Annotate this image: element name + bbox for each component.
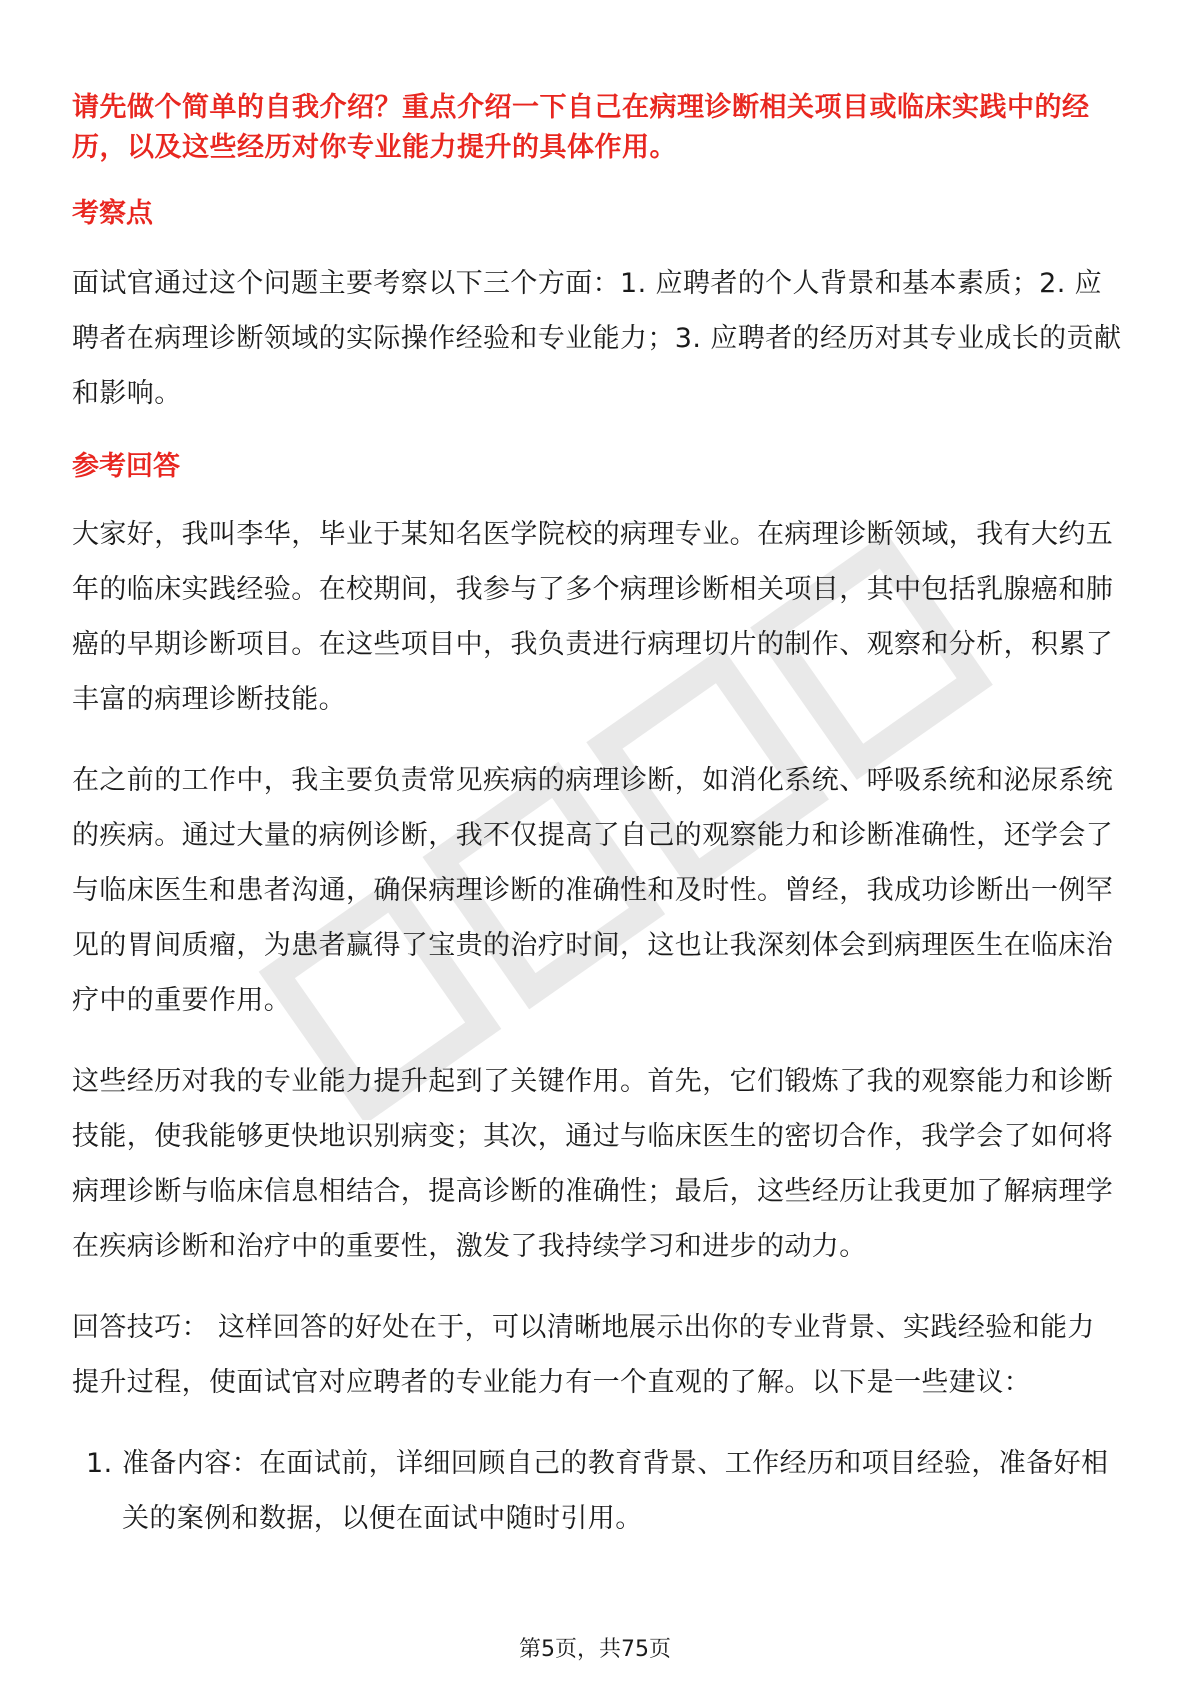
content-area [72,88,1122,1546]
question-heading: 请先做个简单的自我介绍？重点介绍一下自己在病理诊断相关项目或临床实践中的经历，以及这些经历对你专业能力提升的具体作用。 [72,92,1090,163]
exam-points-title: 考察点 [72,198,153,229]
tips-list [72,1436,1122,1546]
reference-paragraph: 这些经历对我的专业能力提升起到了关键作用。首先，它们锻炼了我的观察能力和诊断技能，使我能够更快地识别病变；其次，通过与临床医生的密切合作，我学会了如何将病理诊断与临床信息相结合，提高诊断的准确性；最后，这些经历让我更加了解病理学在疾病诊断和治疗中的重要性，激发了我持续学习和进步的动力。 [72,1066,1114,1262]
reference-paragraph: 在之前的工作中，我主要负责常见疾病的病理诊断，如消化系统、呼吸系统和泌尿系统的疾病。通过大量的病例诊断，我不仅提高了自己的观察能力和诊断准确性，还学会了与临床医生和患者沟通，确保病理诊断的准确性和及时性。曾经，我成功诊断出一例罕见的胃间质瘤，为患者赢得了宝贵的治疗时间，这也让我深刻体会到病理医生在临床治疗中的重要作用。 [72,765,1114,1016]
exam-points-text: 面试官通过这个问题主要考察以下三个方面：1. 应聘者的个人背景和基本素质；2. 应聘者在病理诊断领域的实际操作经验和专业能力；3. 应聘者的经历对其专业成长的贡献和影响。 [72,268,1122,409]
reference-paragraph: 大家好，我叫李华，毕业于某知名医学院校的病理专业。在病理诊断领域，我有大约五年的临床实践经验。在校期间，我参与了多个病理诊断相关项目，其中包括乳腺癌和肺癌的早期诊断项目。在这些项目中，我负责进行病理切片的制作、观察和分析，积累了丰富的病理诊断技能。 [72,519,1114,715]
tips-item [72,1436,1122,1546]
answer-tips-intro: 回答技巧： 这样回答的好处在于，可以清晰地展示出你的专业背景、实践经验和能力提升过程，使面试官对应聘者的专业能力有一个直观的了解。以下是一些建议： [72,1312,1095,1398]
tips-item-text: 准备内容：在面试前，详细回顾自己的教育背景、工作经历和项目经验，准备好相关的案例和数据，以便在面试中随时引用。 [122,1448,1109,1534]
page-footer: 第5页，共75页 [519,1637,671,1662]
reference-answer-title: 参考回答 [72,451,180,482]
tips-item-number: 1. [86,1448,113,1479]
